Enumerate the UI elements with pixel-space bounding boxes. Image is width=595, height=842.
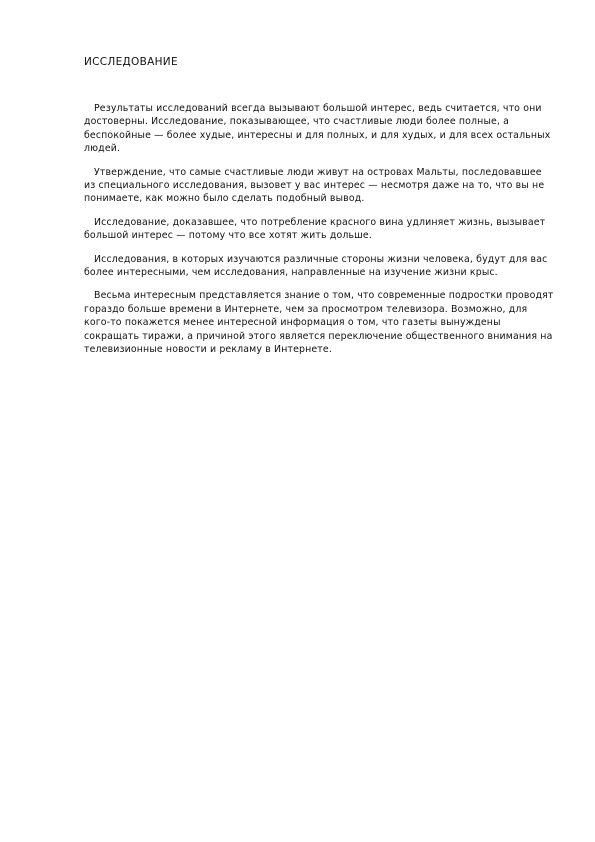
- paragraph-4: Исследования, в которых изучаются различные стороны жизни человека, будут для вас более интересными, чем исследования, направленные на изучение жизни крыс.: [84, 253, 548, 279]
- document-body: [84, 102, 556, 367]
- paragraph-1: Результаты исследований всегда вызывают большой интерес, ведь считается, что они достоверны. Исследование, показывающее, что счастливые люди более полные, а беспокойные — более худые, интересны и для полных, и для худых, и для всех остальных людей.: [84, 103, 551, 155]
- document-title: ИССЛЕДОВАНИЕ: [84, 56, 178, 68]
- paragraph-2: Утверждение, что самые счастливые люди живут на островах Мальты, последовавшее из специального исследования, вызовет у вас интерес — несмотря даже на то, что вы не понимаете, как можно было сделать подобный вывод.: [84, 166, 545, 205]
- paragraph-3: Исследование, доказавшее, что потребление красного вина удлиняет жизнь, вызывает большой интерес — потому что все хотят жить дольше.: [84, 216, 546, 242]
- paragraph-5: Весьма интересным представляется знание о том, что современные подростки проводят гораздо больше времени в Интернете, чем за просмотром телевизора. Возможно, для кого-то покажется менее интересной информация о том, что газеты вынуждены сокращать тиражи, а причиной этого является переключение общественного внимания на телевизионные новости и рекламу в Интернете.: [84, 290, 554, 356]
